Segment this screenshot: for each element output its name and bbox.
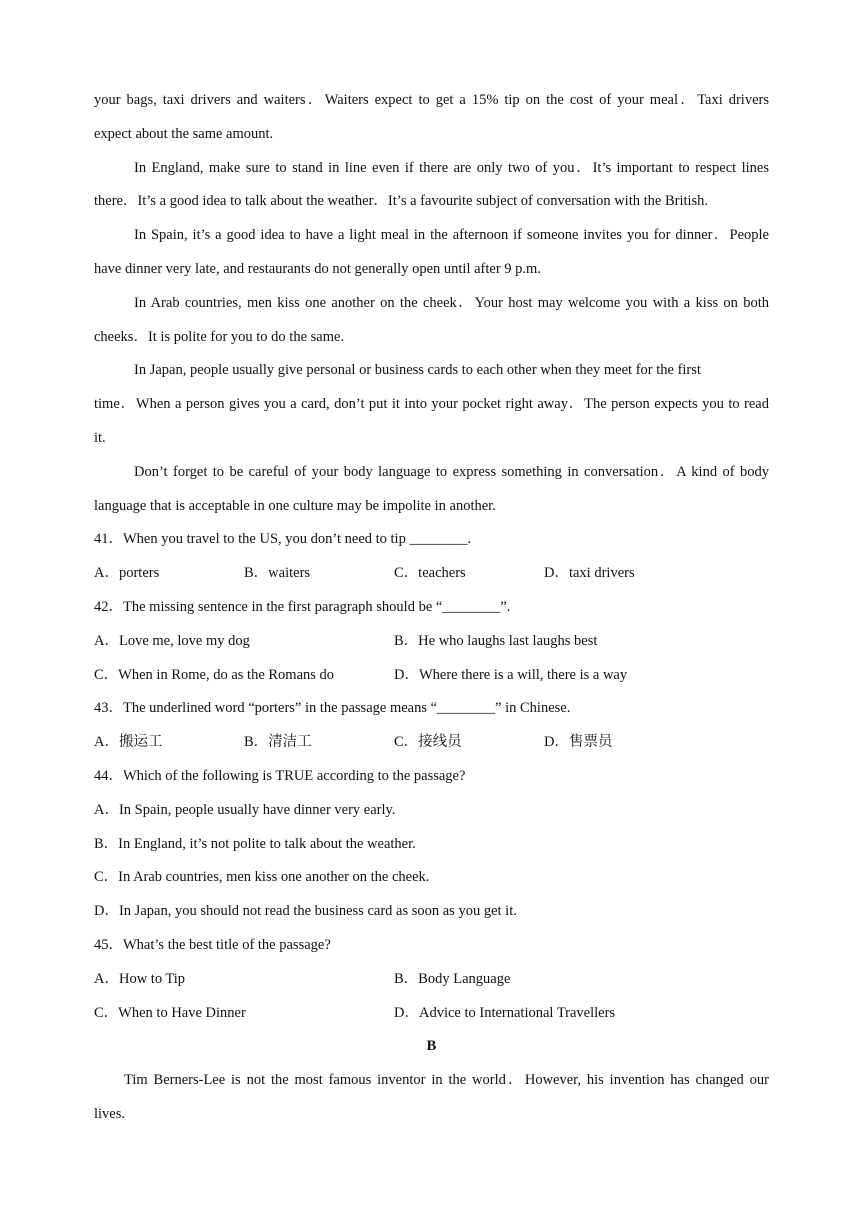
passage-line: In Arab countries, men kiss one another on the cheek．Your host may welcome you with a kiss on both: [134, 294, 769, 311]
question-41-options: [94, 557, 769, 591]
option-a: A．搬运工: [94, 734, 163, 751]
option-d: D．taxi drivers: [544, 565, 635, 582]
option-c: C．When to Have Dinner: [94, 1004, 246, 1021]
passage-line: it.: [94, 429, 106, 446]
question-43-stem: 43．The underlined word “porters” in the passage means “________” in Chinese.: [94, 700, 571, 717]
passage-line: language that is acceptable in one culture may be impolite in another.: [94, 497, 496, 514]
passage-line: Don’t forget to be careful of your body language to express something in conversation．A kind of body: [134, 463, 769, 480]
option-c: C．接线员: [394, 734, 462, 751]
option-a: A．porters: [94, 565, 160, 582]
option-c: C．When in Rome, do as the Romans do: [94, 666, 335, 683]
question-45-stem: 45．What’s the best title of the passage?: [94, 936, 331, 953]
question-42-options-row2: [94, 659, 769, 693]
passage-line: Tim Berners-Lee is not the most famous inventor in the world．However, his invention has changed our: [124, 1072, 769, 1089]
option-c: C．In Arab countries, men kiss one another on the cheek.: [94, 869, 430, 886]
option-b: B．He who laughs last laughs best: [394, 632, 598, 649]
question-45-options-row1: [94, 963, 769, 997]
question-42-options-row1: [94, 625, 769, 659]
document-page: [94, 84, 769, 1132]
option-a: A．How to Tip: [94, 970, 186, 987]
passage-line: cheeks．It is polite for you to do the same.: [94, 328, 345, 345]
section-heading-b: B: [426, 1038, 437, 1055]
option-b: B．Body Language: [394, 970, 511, 987]
passage-line: In Japan, people usually give personal or business cards to each other when they meet for the first: [134, 362, 701, 379]
option-b: B．waiters: [244, 565, 311, 582]
passage-line: expect about the same amount.: [94, 125, 274, 142]
question-43-options: [94, 726, 769, 760]
option-d: D．Where there is a will, there is a way: [394, 666, 628, 683]
option-d: D．售票员: [544, 734, 613, 751]
option-a: A．Love me, love my dog: [94, 632, 250, 649]
option-d: D．In Japan, you should not read the business card as soon as you get it.: [94, 903, 517, 920]
passage-line: In Spain, it’s a good idea to have a light meal in the afternoon if someone invites you for dinner．People: [134, 227, 769, 244]
question-45-options-row2: [94, 997, 769, 1031]
option-d: D．Advice to International Travellers: [394, 1004, 616, 1021]
passage-line: lives.: [94, 1105, 126, 1122]
passage-line: there．It’s a good idea to talk about the weather．It’s a favourite subject of conversation with the British.: [94, 193, 709, 210]
option-b: B．清洁工: [244, 734, 312, 751]
option-a: A．In Spain, people usually have dinner very early.: [94, 801, 396, 818]
question-42-stem: 42．The missing sentence in the first paragraph should be “________”.: [94, 598, 511, 615]
passage-line: time．When a person gives you a card, don’t put it into your pocket right away．The person expects you to read: [94, 396, 769, 413]
passage-line: your bags, taxi drivers and waiters．Waiters expect to get a 15% tip on the cost of your meal．Taxi drivers: [94, 92, 769, 108]
passage-line: In England, make sure to stand in line even if there are only two of you．It’s important to respect lines: [134, 159, 769, 176]
question-41-stem: 41．When you travel to the US, you don’t need to tip ________.: [94, 531, 472, 548]
option-b: B．In England, it’s not polite to talk about the weather.: [94, 835, 416, 852]
option-c: C．teachers: [394, 565, 466, 582]
passage-line: have dinner very late, and restaurants do not generally open until after 9 p.m.: [94, 260, 541, 277]
question-44-stem: 44．Which of the following is TRUE according to the passage?: [94, 767, 466, 784]
